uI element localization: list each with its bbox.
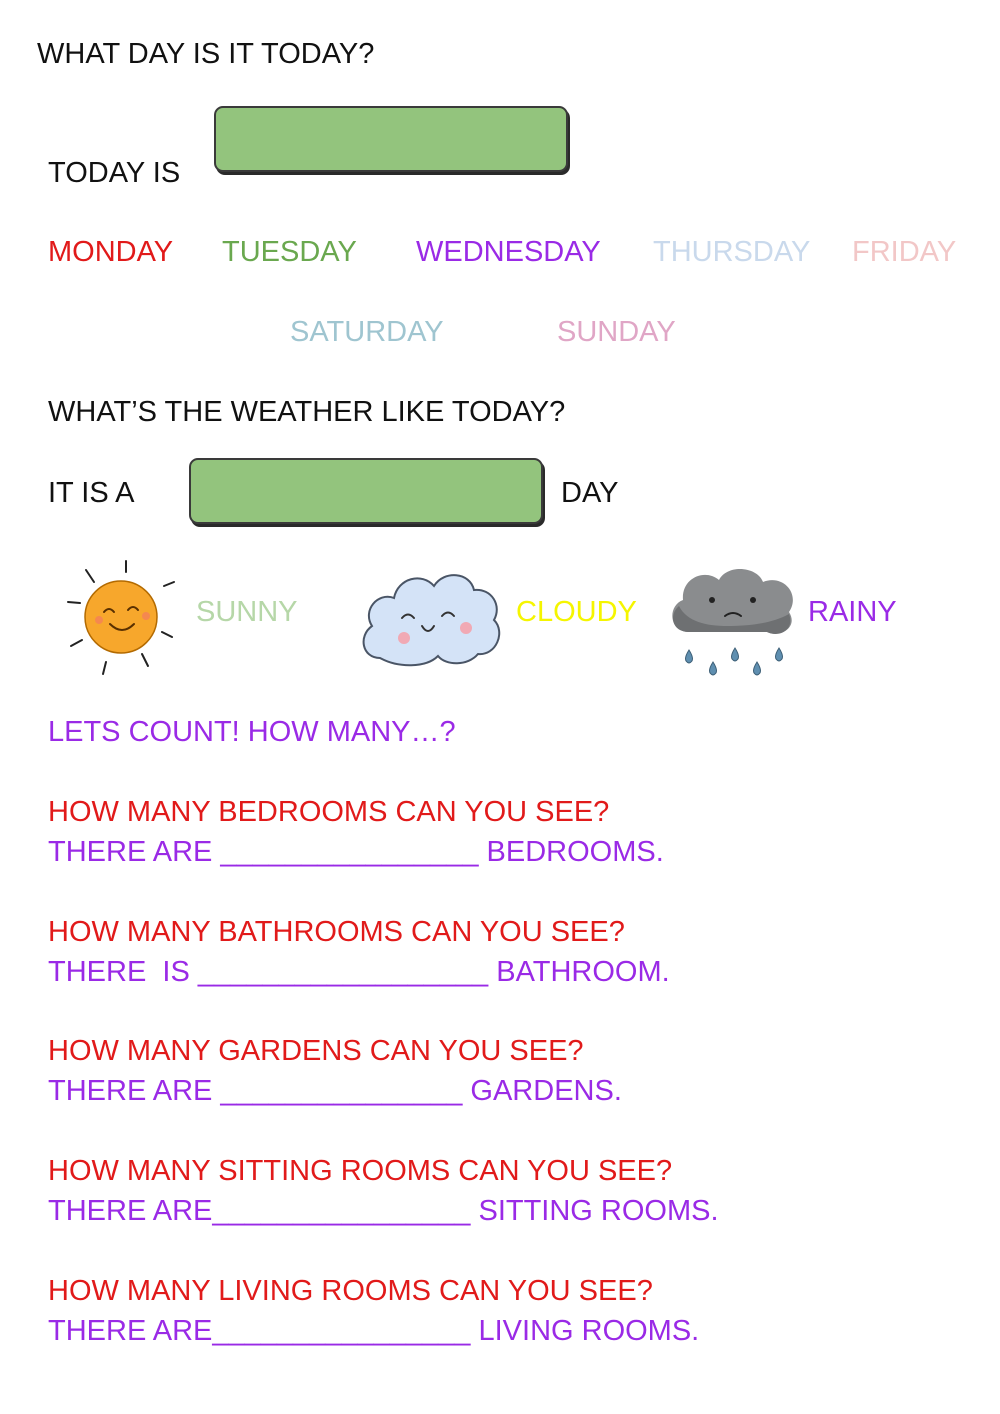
sun-icon bbox=[62, 558, 180, 676]
day-heading: WHAT DAY IS IT TODAY? bbox=[37, 38, 375, 70]
count-answer-line[interactable]: THERE ARE________________ LIVING ROOMS. bbox=[48, 1315, 700, 1347]
count-question: HOW MANY LIVING ROOMS CAN YOU SEE? bbox=[48, 1275, 653, 1307]
day-answer-box[interactable] bbox=[214, 106, 568, 172]
weather-option-cloudy[interactable]: CLOUDY bbox=[516, 596, 637, 628]
today-is-label: TODAY IS bbox=[48, 157, 181, 189]
weather-option-rainy[interactable]: RAINY bbox=[808, 596, 897, 628]
day-option-friday[interactable]: FRIDAY bbox=[852, 236, 957, 268]
rain-cloud-icon bbox=[667, 564, 797, 694]
day-option-monday[interactable]: MONDAY bbox=[48, 236, 174, 268]
count-question: HOW MANY BEDROOMS CAN YOU SEE? bbox=[48, 796, 610, 828]
count-answer-line[interactable]: THERE ARE ________________ BEDROOMS. bbox=[48, 836, 664, 868]
count-question: HOW MANY GARDENS CAN YOU SEE? bbox=[48, 1035, 584, 1067]
count-answer-line[interactable]: THERE ARE _______________ GARDENS. bbox=[48, 1075, 622, 1107]
weather-answer-box[interactable] bbox=[189, 458, 543, 524]
it-is-a-label: IT IS A bbox=[48, 477, 135, 509]
day-option-sunday[interactable]: SUNDAY bbox=[557, 316, 676, 348]
day-option-tuesday[interactable]: TUESDAY bbox=[222, 236, 357, 268]
day-label: DAY bbox=[561, 477, 619, 509]
count-answer-line[interactable]: THERE IS __________________ BATHROOM. bbox=[48, 956, 670, 988]
count-question: HOW MANY SITTING ROOMS CAN YOU SEE? bbox=[48, 1155, 673, 1187]
cloud-icon bbox=[358, 566, 503, 671]
count-question: HOW MANY BATHROOMS CAN YOU SEE? bbox=[48, 916, 625, 948]
weather-option-sunny[interactable]: SUNNY bbox=[196, 596, 298, 628]
count-heading: LETS COUNT! HOW MANY…? bbox=[48, 716, 456, 748]
day-option-wednesday[interactable]: WEDNESDAY bbox=[416, 236, 601, 268]
weather-heading: WHAT’S THE WEATHER LIKE TODAY? bbox=[48, 396, 566, 428]
count-answer-line[interactable]: THERE ARE________________ SITTING ROOMS. bbox=[48, 1195, 719, 1227]
day-option-thursday[interactable]: THURSDAY bbox=[653, 236, 811, 268]
day-option-saturday[interactable]: SATURDAY bbox=[290, 316, 444, 348]
